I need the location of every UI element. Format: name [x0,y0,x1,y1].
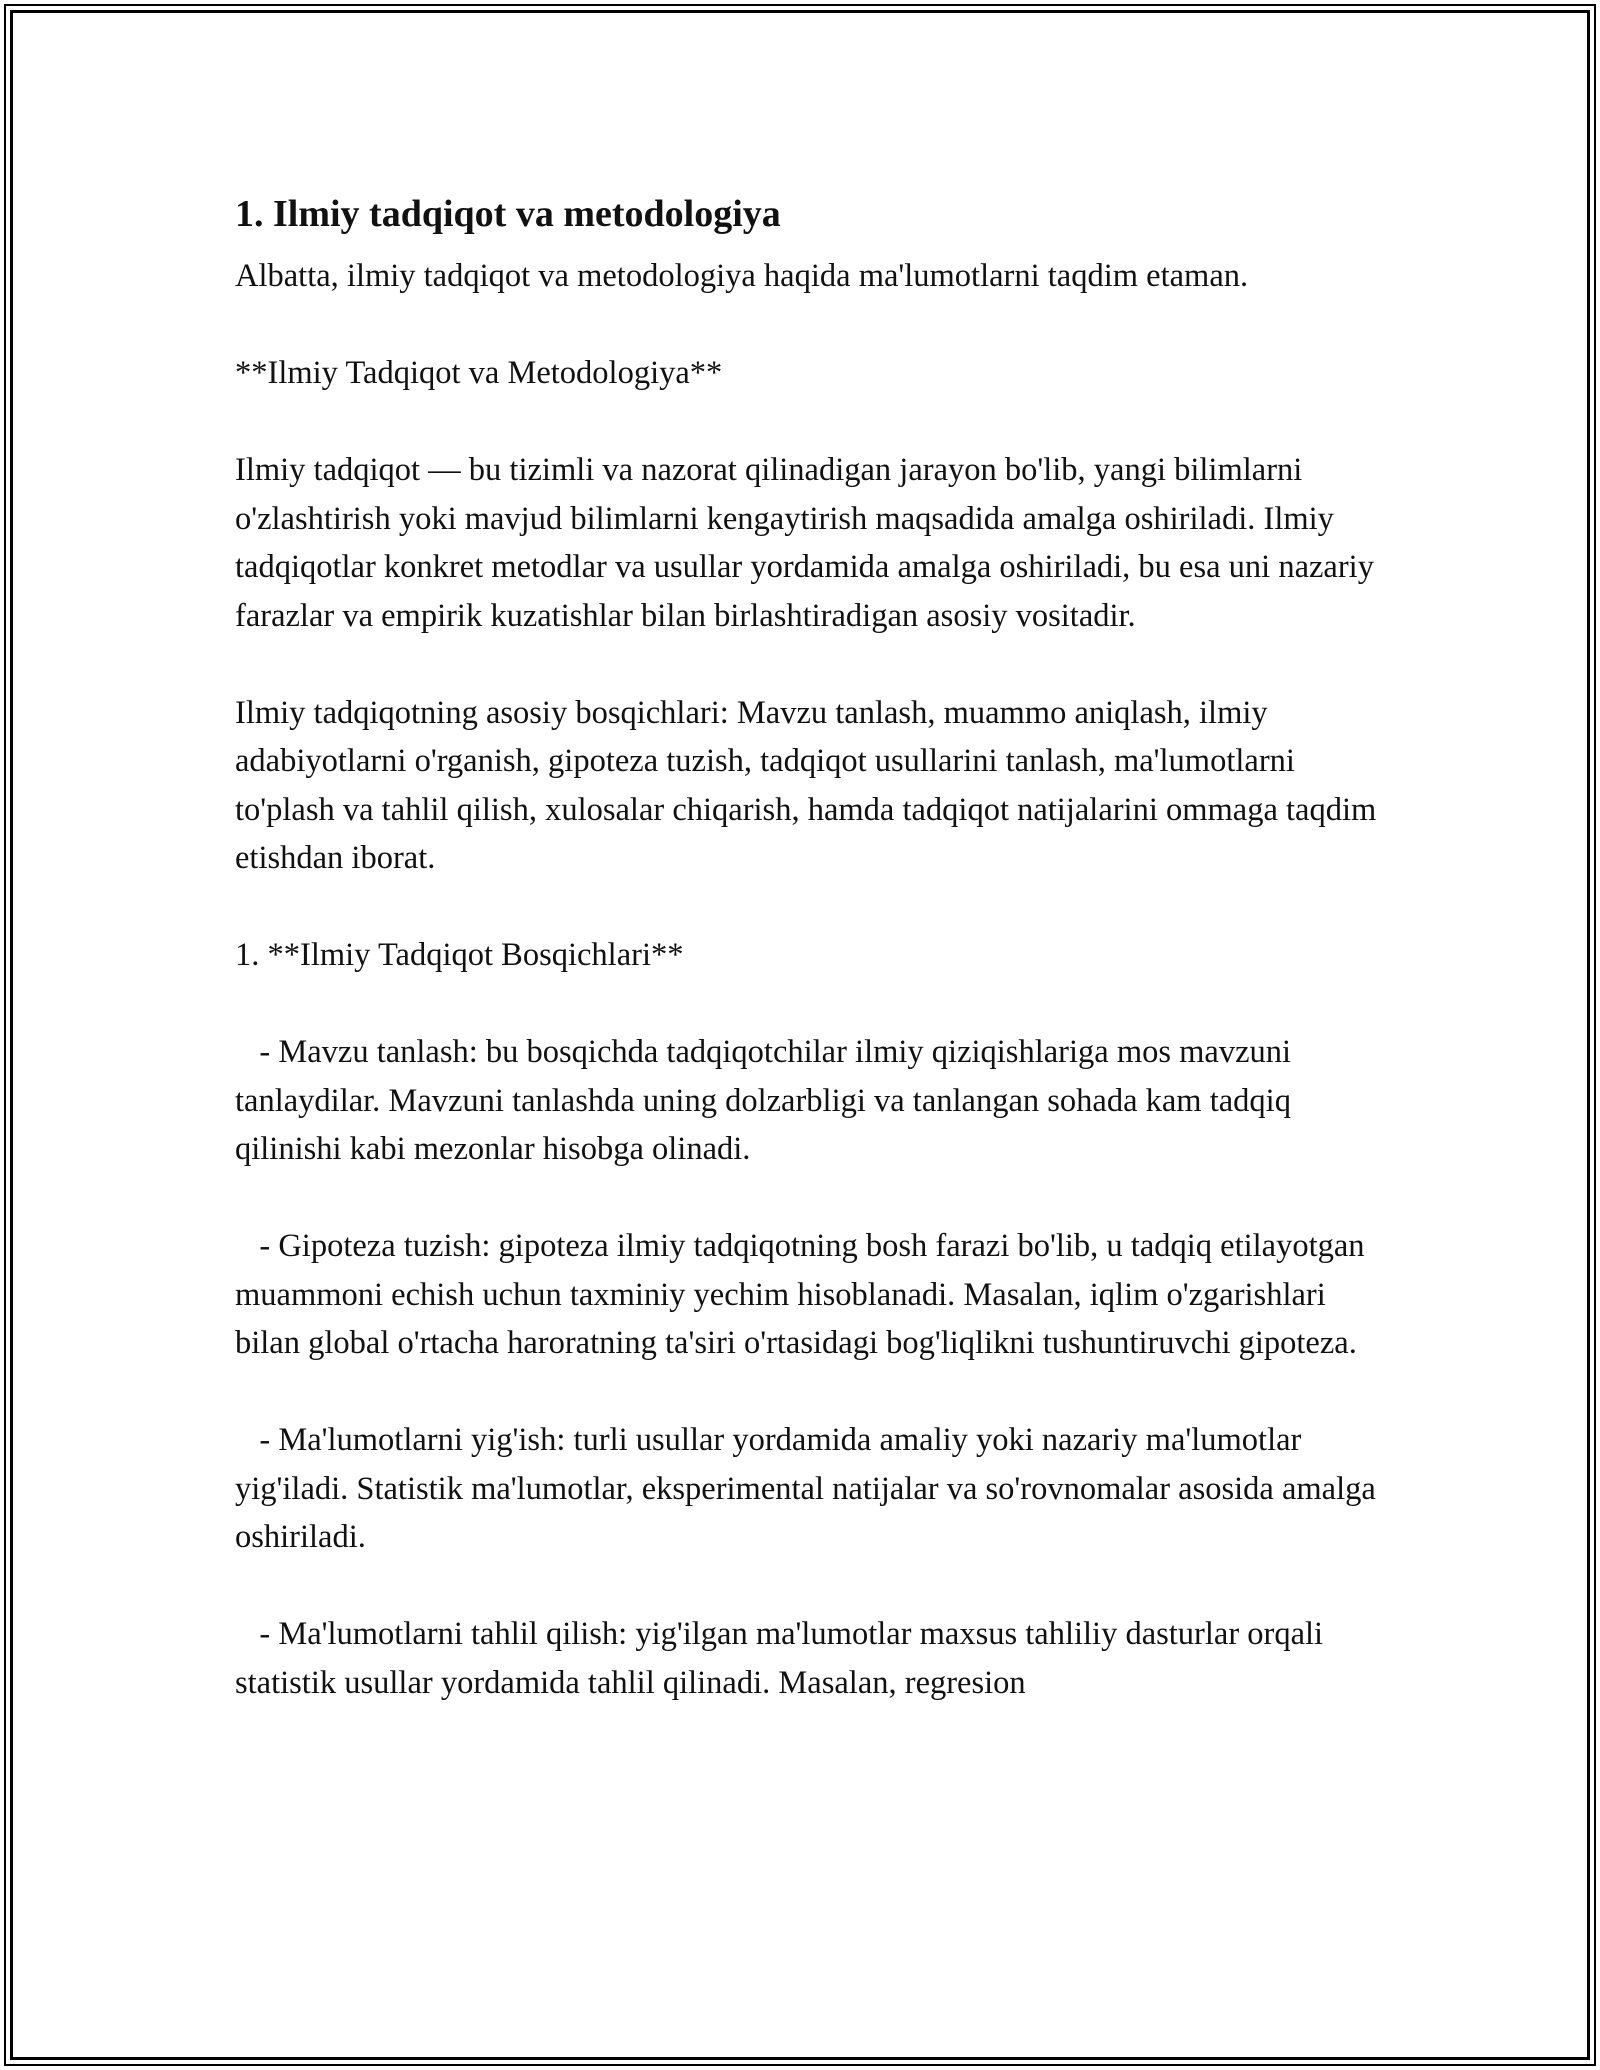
section-heading: 1. Ilmiy tadqiqot va metodologiya [235,193,781,235]
definition-paragraph: Ilmiy tadqiqot — bu tizimli va nazorat qilinadigan jarayon bo'lib, yangi bilimlarni o'zlashtirish yoki mavjud bilimlarni kengaytirish maqsadida amalga oshiriladi. Ilmiy tadqiqotlar konkret metodlar va usullar yordamida amalga oshiriladi, bu esa uni nazariy farazlar va empirik kuzatishlar bilan birlashtiradigan asosiy vositadir. [235,452,1374,634]
stages-list-heading: 1. **Ilmiy Tadqiqot Bosqichlari** [235,937,684,973]
intro-paragraph: Albatta, ilmiy tadqiqot va metodologiya haqida ma'lumotlarni taqdim etaman. [235,258,1249,294]
document-body [235,188,1385,1756]
list-item-hypothesis: - Gipoteza tuzish: gipoteza ilmiy tadqiqotning bosh farazi bo'lib, u tadqiq etilayotgan muammoni echish uchun taxminiy yechim hisoblanadi. Masalan, iqlim o'zgarishlari bilan global o'rtacha haroratning ta'siri o'rtasidagi bog'liqlikni tushuntiruvchi gipoteza. [235,1228,1373,1361]
list-item-topic-selection: - Mavzu tanlash: bu bosqichda tadqiqotchilar ilmiy qiziqishlariga mos mavzuni tanlaydilar. Mavzuni tanlashda uning dolzarbligi va tanlangan sohada kam tadqiq qilinishi kabi mezonlar hisobga olinadi. [235,1034,1300,1167]
list-item-data-collection: - Ma'lumotlarni yig'ish: turli usullar yordamida amaliy yoki nazariy ma'lumotlar yig'iladi. Statistik ma'lumotlar, eksperimental natijalar va so'rovnomalar asosida amalga oshiriladi. [235,1422,1384,1555]
bold-markdown-title: **Ilmiy Tadqiqot va Metodologiya** [235,355,723,391]
list-item-data-analysis: - Ma'lumotlarni tahlil qilish: yig'ilgan ma'lumotlar maxsus tahliliy dasturlar orqali statistik usullar yordamida tahlil qilinadi. Masalan, regresion [235,1616,1332,1701]
stages-summary-paragraph: Ilmiy tadqiqotning asosiy bosqichlari: Mavzu tanlash, muammo aniqlash, ilmiy adabiyotlarni o'rganish, gipoteza tuzish, tadqiqot usullarini tanlash, ma'lumotlarni to'plash va tahlil qilish, xulosalar chiqarish, hamda tadqiqot natijalarini ommaga taqdim etishdan iborat. [235,694,1377,876]
